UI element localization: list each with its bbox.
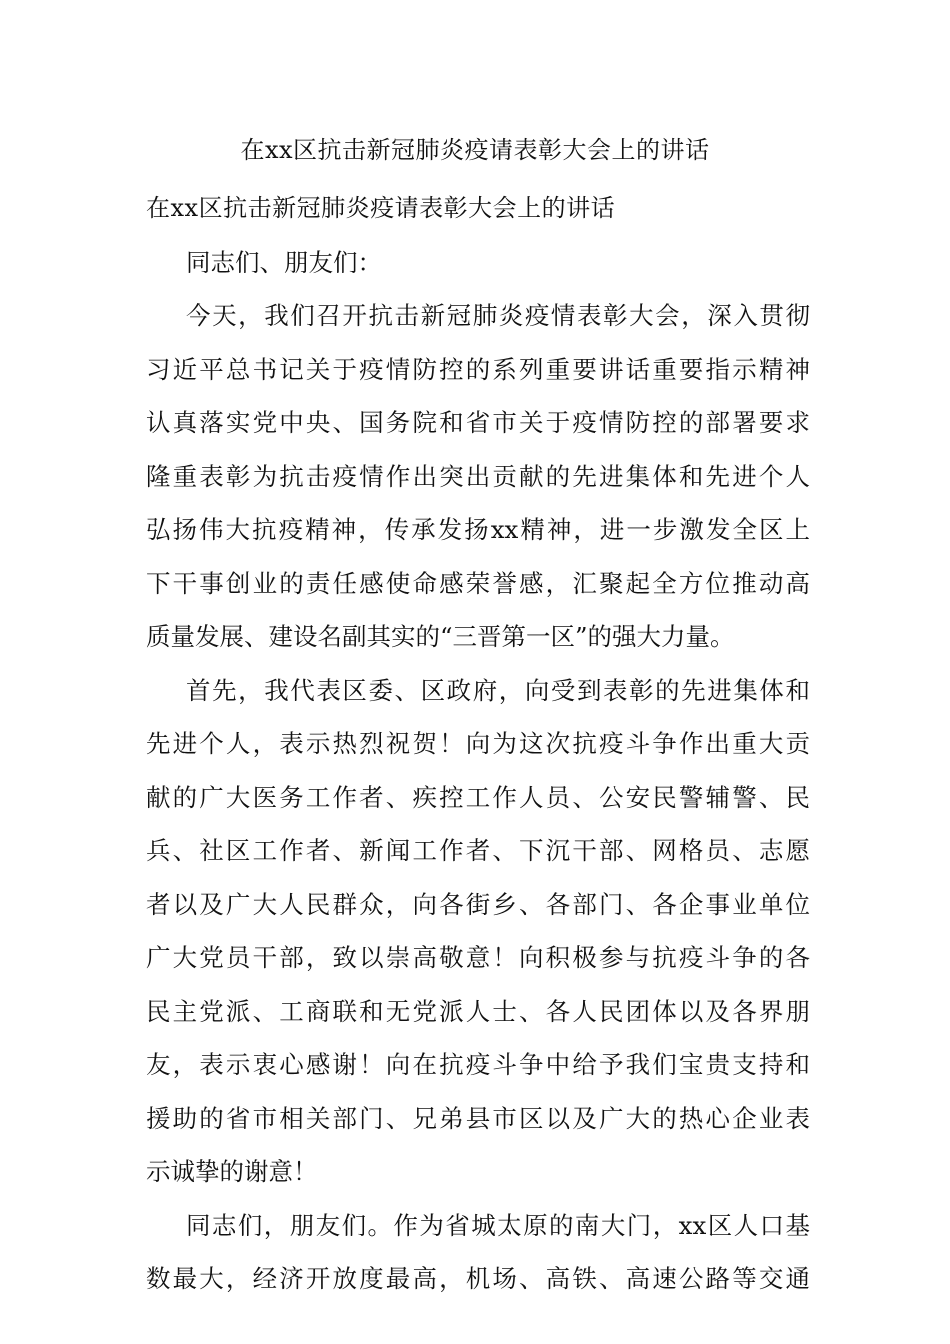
paragraph-line: 习近平总书记关于疫情防控的系列重要讲话重要指示精神	[146, 354, 810, 384]
paragraph-line: 先进个人，表示热烈祝贺！向为这次抗疫斗争作出重大贡	[146, 729, 810, 758]
paragraph-line: 者以及广大人民群众，向各街乡、各部门、各企事业单位	[146, 889, 810, 919]
subtitle-line: 在xx区抗击新冠肺炎疫请表彰大会上的讲话	[146, 194, 616, 222]
paragraph-line: 今天，我们召开抗击新冠肺炎疫情表彰大会，深入贯彻	[186, 301, 810, 330]
paragraph-line: 隆重表彰为抗击疫情作出突出贡献的先进集体和先进个人	[146, 461, 810, 491]
paragraph-line: 质量发展、建设名副其实的“三晋第一区”的强大力量。	[146, 622, 735, 651]
paragraph-line: 援助的省市相关部门、兄弟县市区以及广大的热心企业表	[146, 1103, 810, 1133]
paragraph-line: 民主党派、工商联和无党派人士、各人民团体以及各界朋	[146, 996, 810, 1026]
paragraph-line: 同志们，朋友们。作为省城太原的南大门，xx区人口基	[186, 1210, 810, 1240]
salutation-line: 同志们、朋友们：	[186, 247, 382, 277]
paragraph-line: 认真落实党中央、国务院和省市关于疫情防控的部署要求	[146, 408, 810, 437]
paragraph-line: 示诚挚的谢意！	[146, 1157, 318, 1186]
paragraph-line: 下干事创业的责任感使命感荣誉感，汇聚起全方位推动高	[146, 568, 810, 598]
document-body	[146, 182, 810, 1306]
paragraph-line: 兵、社区工作者、新闻工作者、下沉干部、网格员、志愿	[146, 836, 810, 865]
paragraph-line: 数最大，经济开放度最高，机场、高铁、高速公路等交通	[146, 1264, 810, 1293]
paragraph-line: 首先，我代表区委、区政府，向受到表彰的先进集体和	[186, 675, 810, 705]
paragraph-line: 弘扬伟大抗疫精神，传承发扬xx精神，进一步激发全区上	[146, 515, 810, 544]
document-title: 在xx区抗击新冠肺炎疫请表彰大会上的讲话	[240, 136, 710, 164]
paragraph-line: 献的广大医务工作者、疾控工作人员、公安民警辅警、民	[146, 782, 810, 812]
paragraph-line: 友，表示衷心感谢！向在抗疫斗争中给予我们宝贵支持和	[146, 1050, 810, 1079]
paragraph-line: 广大党员干部，致以崇高敬意！向积极参与抗疫斗争的各	[146, 943, 810, 972]
